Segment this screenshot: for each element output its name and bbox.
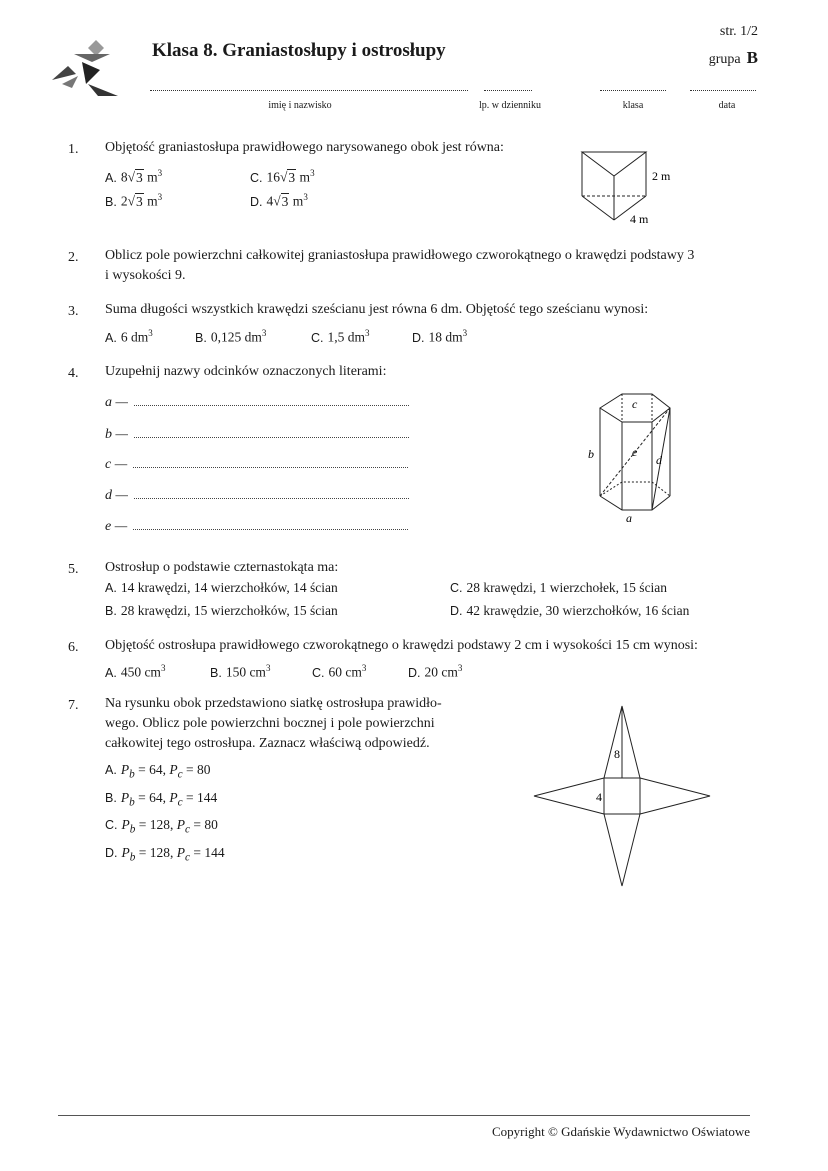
q4-number: 4. [68, 366, 79, 381]
q1-option-d[interactable]: D. 4√3 $m^3$ [250, 192, 308, 209]
q5-option-b[interactable]: B. 28 krawędzi, 15 wierzchołków, 15 ścian [105, 603, 338, 618]
q7-text-line2: wego. Oblicz pole powierzchni bocznej i pole powierzchni [105, 716, 435, 731]
q4-answer-e[interactable]: e — [105, 518, 408, 535]
page-title: Klasa 8. Graniastosłupy i ostrosłupy [152, 40, 446, 61]
q2-text-line2: i wysokości 9. [105, 268, 186, 283]
q7-option-a[interactable]: A. $P_b = 64$, $P_c = 80$ [105, 762, 211, 781]
q6-option-c[interactable]: C. 60 $cm^3$ [312, 663, 367, 680]
q7-height-label: 8 [614, 747, 620, 761]
q1-option-b[interactable]: B. 2√3 $m^3$ [105, 192, 163, 209]
q3-option-a[interactable]: A. 6 $dm^3$ [105, 328, 153, 345]
q6-option-b[interactable]: B. 150 $cm^3$ [210, 663, 271, 680]
copyright-text: Copyright © Gdańskie Wydawnictwo Oświatowe [492, 1124, 750, 1139]
triangular-prism-figure [570, 148, 680, 232]
fig-label-d: d [656, 453, 662, 467]
fig-label-a: a [626, 511, 632, 525]
q1-text: Objętość graniastosłupa prawidłowego narysowanego obok jest równa: [105, 140, 504, 155]
q7-side-label: 4 [596, 790, 602, 804]
q3-number: 3. [68, 304, 79, 319]
q7-text-line1: Na rysunku obok przedstawiono siatkę ostrosłupa prawidło- [105, 696, 442, 711]
q3-text: Suma długości wszystkich krawędzi sześcianu jest równa 6 dm. Objętość tego sześcianu wynosi: [105, 302, 649, 317]
class-number-field-label: lp. w dzienniku [479, 100, 541, 111]
pyramid-net-figure [530, 702, 716, 890]
group-indicator: grupa B [708, 48, 758, 67]
q4-text: Uzupełnij nazwy odcinków oznaczonych literami: [105, 364, 387, 379]
q5-option-c[interactable]: C. 28 krawędzi, 1 wierzchołek, 15 ścian [450, 580, 668, 595]
q1-number: 1. [68, 142, 79, 157]
q7-option-c[interactable]: C. $P_b = 128$, $P_c = 80$ [105, 817, 218, 836]
q1-height-label: 2 m [652, 169, 671, 183]
publisher-logo [52, 40, 124, 100]
q7-option-d[interactable]: D. $P_b = 128$, $P_c = 144$ [105, 845, 225, 864]
footer-divider [58, 1115, 750, 1116]
page-number: str. 1/2 [719, 24, 758, 39]
q5-option-d[interactable]: D. 42 krawędzie, 30 wierzchołków, 16 ścian [450, 603, 690, 618]
q5-number: 5. [68, 562, 79, 577]
date-field-label: data [718, 100, 736, 111]
q1-option-c[interactable]: C. 16√3 $m^3$ [250, 168, 315, 185]
q4-answer-d[interactable]: d — [105, 487, 409, 504]
fig-label-c: c [632, 397, 638, 411]
q1-base-label: 4 m [630, 212, 649, 226]
q1-option-a[interactable]: A. 8√3 $m^3$ [105, 168, 163, 185]
q3-option-c[interactable]: C. 1,5 $dm^3$ [311, 328, 370, 345]
q4-answer-b[interactable]: b — [105, 426, 409, 443]
class-field-label: klasa [622, 100, 644, 111]
q2-text-line1: Oblicz pole powierzchni całkowitej graniastosłupa prawidłowego czworokątnego o krawędzi podstawy 3 [105, 248, 695, 263]
q7-option-b[interactable]: B. $P_b = 64$, $P_c = 144$ [105, 790, 218, 809]
q2-number: 2. [68, 250, 79, 265]
q3-option-b[interactable]: B. 0,125 $dm^3$ [195, 328, 267, 345]
q6-option-d[interactable]: D. 20 $cm^3$ [408, 663, 463, 680]
q5-option-a[interactable]: A. 14 krawędzi, 14 wierzchołków, 14 ścian [105, 580, 338, 595]
name-field-line[interactable] [150, 84, 468, 91]
class-number-field-line[interactable] [484, 84, 532, 91]
q6-option-a[interactable]: A. 450 $cm^3$ [105, 663, 166, 680]
class-field-line[interactable] [600, 84, 666, 91]
name-field-label: imię i nazwisko [268, 100, 332, 111]
q4-answer-c[interactable]: c — [105, 456, 408, 473]
fig-label-b: b [588, 447, 594, 461]
hexagonal-prism-figure [580, 388, 680, 528]
date-field-line[interactable] [690, 84, 756, 91]
q6-number: 6. [68, 640, 79, 655]
q3-option-d[interactable]: D. 18 $dm^3$ [412, 328, 468, 345]
fig-label-e: e [632, 445, 638, 459]
q6-text: Objętość ostrosłupa prawidłowego czworokątnego o krawędzi podstawy 2 cm i wysokości 15 cm wynosi: [105, 638, 698, 653]
q5-text: Ostrosłup o podstawie czternastokąta ma: [105, 560, 339, 575]
q7-text-line3: całkowitej tego ostrosłupa. Zaznacz właściwą odpowiedź. [105, 736, 430, 751]
q4-answer-a[interactable]: a — [105, 394, 409, 411]
q7-number: 7. [68, 698, 79, 713]
